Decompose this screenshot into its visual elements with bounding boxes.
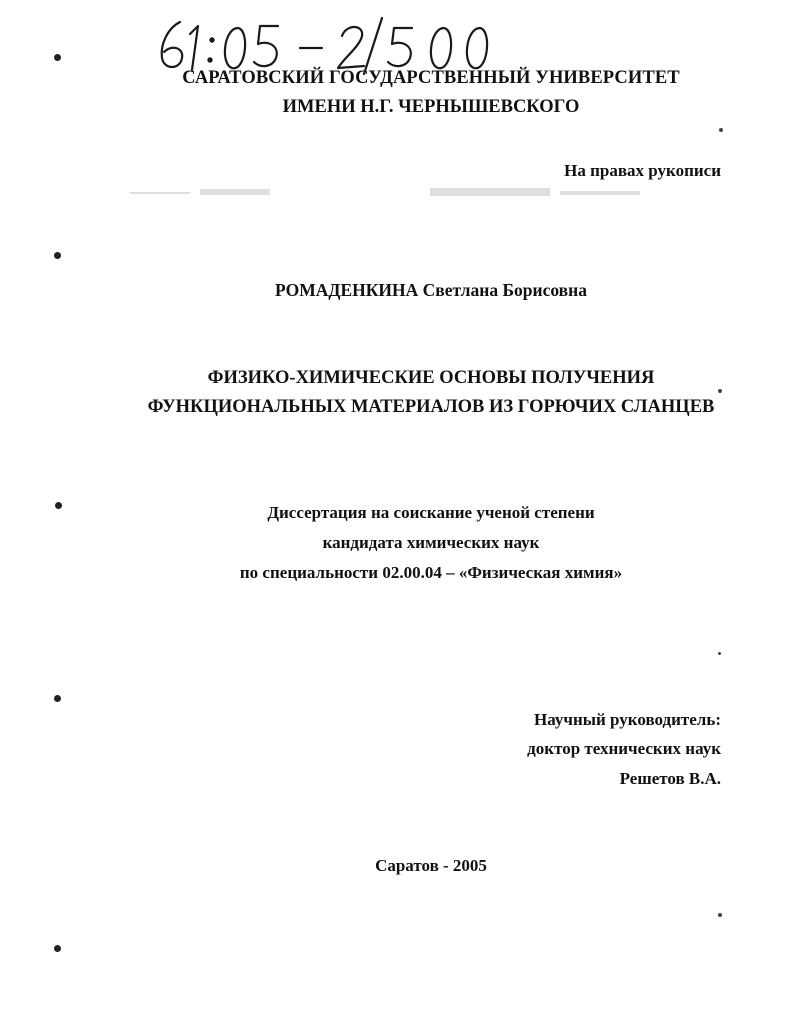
author-surname: РОМАДЕНКИНА <box>275 280 419 300</box>
university-name-line2: ИМЕНИ Н.Г. ЧЕРНЫШЕВСКОГО <box>282 97 580 117</box>
dissertation-line3: по специальности 02.00.04 – «Физическая химия» <box>239 563 623 582</box>
supervisor-label: Научный руководитель: <box>534 710 721 729</box>
binding-mark <box>54 54 61 61</box>
scan-speck <box>718 652 721 655</box>
manuscript-rights-note: На правах рукописи <box>564 161 721 180</box>
scan-speck <box>719 128 723 132</box>
dissertation-line2: кандидата химических наук <box>322 533 540 552</box>
thesis-title-line1: ФИЗИКО-ХИМИЧЕСКИЕ ОСНОВЫ ПОЛУЧЕНИЯ <box>207 368 655 388</box>
supervisor-degree: доктор технических наук <box>527 739 721 758</box>
binding-mark <box>55 502 62 509</box>
scan-speck <box>718 913 722 917</box>
author-name <box>34 280 794 301</box>
binding-mark <box>54 252 61 259</box>
binding-mark <box>54 945 61 952</box>
thesis-title-line2: ФУНКЦИОНАЛЬНЫХ МАТЕРИАЛОВ ИЗ ГОРЮЧИХ СЛАНЦЕВ <box>147 397 715 417</box>
supervisor-name: Решетов В.А. <box>619 769 721 788</box>
dissertation-line1: Диссертация на соискание ученой степени <box>267 503 595 522</box>
scan-speck <box>718 389 722 393</box>
handwritten-catalog-code <box>150 14 510 76</box>
binding-mark <box>54 695 61 702</box>
university-name-line1: САРАТОВСКИЙ ГОСУДАРСТВЕННЫЙ УНИВЕРСИТЕТ <box>182 68 680 88</box>
scan-noise <box>130 186 670 200</box>
city-year: Саратов - 2005 <box>375 856 487 875</box>
author-given-names: Светлана Борисовна <box>422 280 587 300</box>
